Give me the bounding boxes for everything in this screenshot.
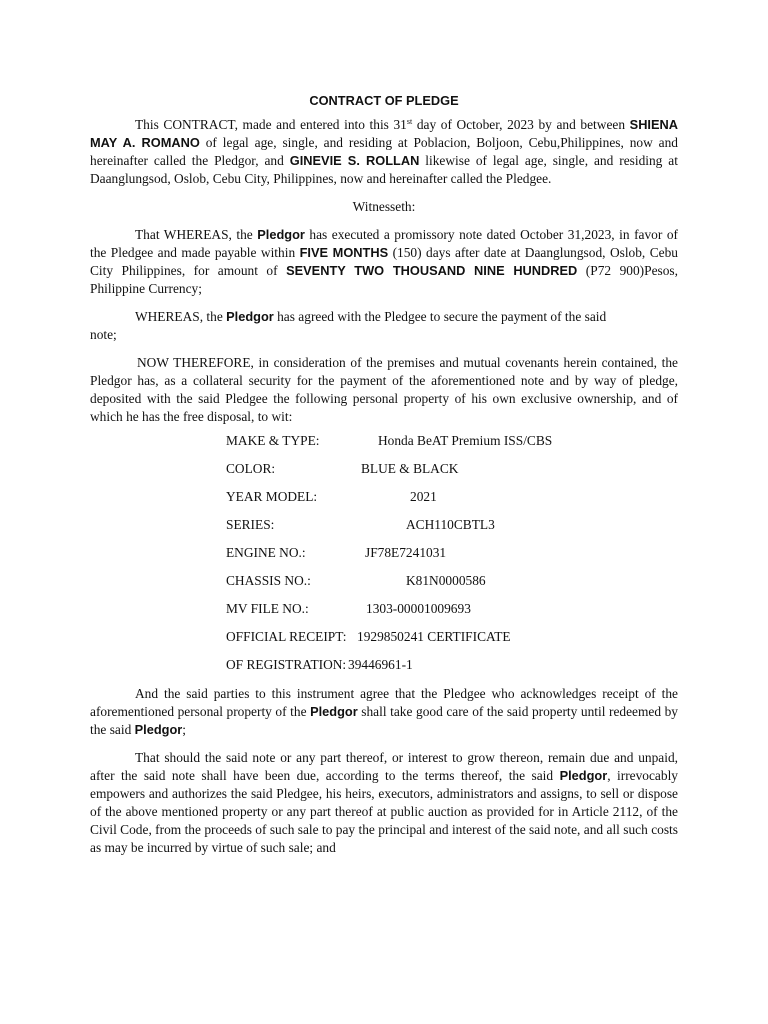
spec-value: Honda BeAT Premium ISS/CBS: [378, 433, 553, 448]
pledgee-name: GINEVIE S. ROLLAN: [289, 153, 420, 168]
spec-label: MV FILE NO.:: [226, 601, 309, 616]
now-therefore-paragraph: NOW THEREFORE, in consideration of the premises and mutual covenants herein contained, the Pledgor has, as a collateral security for the payment of the aforementioned note and by way of pledge, deposited with the said Pledgee the following personal property of his own exclusive ownership, and of which he has the free disposal, to wit:: [90, 355, 678, 424]
document-page: [90, 92, 678, 857]
whereas-secure-paragraph: WHEREAS, the Pledgor has agreed with the Pledgee to secure the payment of the said note;: [90, 309, 607, 342]
default-paragraph: That should the said note or any part thereof, or interest to grow thereon, remain due and unpaid, after the said note shall have been due, according to the terms thereof, the said Pledgor, irrevocably empowers and authorizes the said Pledgee, his heirs, executors, administrators and assigns, to sell or dispose of the above mentioned property or any part thereof at public auction as provided for in Article 2112, of the Civil Code, from the proceeds of such sale to pay the principal and interest of the said note, and all such costs as may be incurred by virtue of such sale; and: [90, 750, 678, 855]
witnesseth-heading: Witnesseth:: [352, 199, 416, 214]
spec-label: CHASSIS NO.:: [226, 573, 311, 588]
whereas-promissory-paragraph: That WHEREAS, the Pledgor has executed a promissory note dated October 31,2023, in favor of the Pledgee and made payable within FIVE MONTHS (150) days after date at Daanglungsod, Oslob, Cebu City Philippines, for amount of SEVENTY TWO THOUSAND NINE HUNDRED (P72 900)Pesos, Philippine Currency;: [90, 227, 678, 296]
spec-row: [90, 600, 678, 628]
spec-value: ACH110CBTL3: [406, 517, 495, 532]
spec-value: BLUE & BLACK: [361, 461, 459, 476]
spec-row: [90, 572, 678, 600]
spec-row: [90, 656, 678, 684]
spec-value: K81N0000586: [406, 573, 486, 588]
spec-row: [90, 544, 678, 572]
ordinal-suffix: st: [406, 117, 413, 126]
spec-row: [90, 628, 678, 656]
spec-value: 2021: [410, 489, 437, 504]
spec-row: [90, 488, 678, 516]
spec-value: 39446961-1: [348, 657, 413, 672]
spec-row: [90, 460, 678, 488]
term-months: FIVE MONTHS: [299, 245, 389, 260]
spec-value: 1303-00001009693: [366, 601, 471, 616]
document-title: CONTRACT OF PLEDGE: [309, 93, 459, 108]
spec-value: 1929850241 CERTIFICATE: [357, 629, 511, 644]
spec-row: [90, 516, 678, 544]
spec-label: OF REGISTRATION:: [226, 657, 347, 672]
spec-row: [90, 432, 678, 460]
loan-amount-words: SEVENTY TWO THOUSAND NINE HUNDRED: [286, 263, 578, 278]
property-specs: [90, 432, 678, 684]
spec-label: SERIES:: [226, 517, 275, 532]
care-paragraph: And the said parties to this instrument agree that the Pledgee who acknowledges receipt of the aforementioned personal property of the Pledgor shall take good care of the said property until redeemed by the said Pledgor;: [90, 686, 678, 737]
spec-value: JF78E7241031: [365, 545, 447, 560]
spec-label: MAKE & TYPE:: [226, 433, 320, 448]
spec-label: ENGINE NO.:: [226, 545, 306, 560]
spec-label: YEAR MODEL:: [226, 489, 318, 504]
pledgor-name: SHIENA MAY A. ROMANO: [90, 117, 679, 150]
spec-label: OFFICIAL RECEIPT:: [226, 629, 347, 644]
intro-paragraph: This CONTRACT, made and entered into this 31st day of October, 2023 by and between SHIENA MAY A. ROMANO of legal age, single, and residing at Poblacion, Boljoon, Cebu,Philippines, now and hereinafter called the Pledgor, and GINEVIE S. ROLLAN likewise of legal age, single, and residing at Daanglungsod, Oslob, Cebu City, Philippines, now and hereinafter called the Pledgee.: [90, 117, 679, 186]
spec-label: COLOR:: [226, 461, 276, 476]
